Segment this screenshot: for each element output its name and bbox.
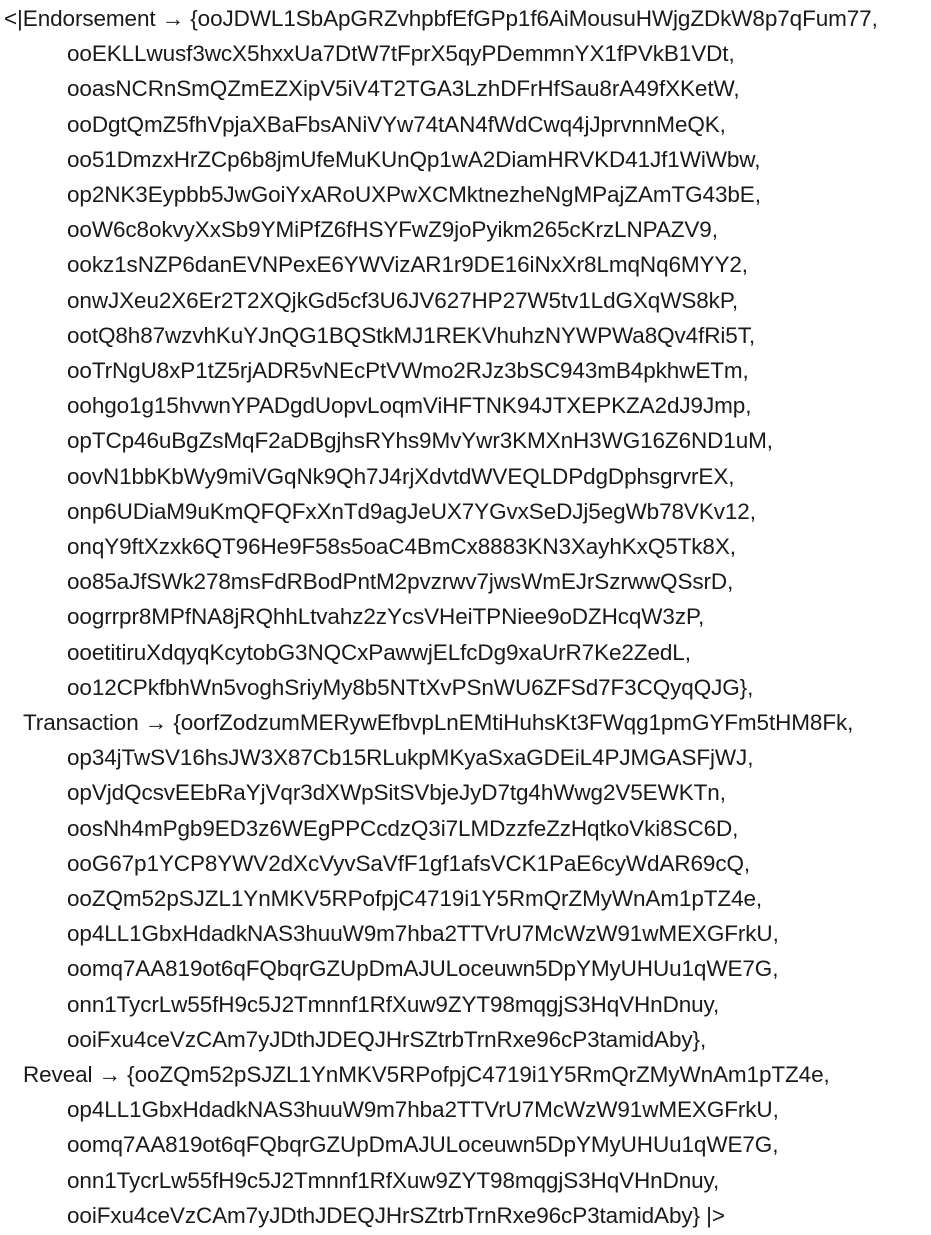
hash-value: onn1TycrLw55fH9c5J2Tmnnf1RfXuw9ZYT98mqgjS3HqVHnDnuy <box>67 991 714 1017</box>
code-line: onwJXeu2X6Er2T2XQjkGd5cf3U6JV627HP27W5tv1LdGXqWS8kP, <box>67 287 738 313</box>
code-line: onn1TycrLw55fH9c5J2Tmnnf1RfXuw9ZYT98mqgjS3HqVHnDnuy, <box>67 1167 720 1193</box>
hash-value: ookz1sNZP6danEVNPexE6YWVizAR1r9DE16iNxXr8LmqNq6MYY2 <box>67 252 742 278</box>
hash-value: oo85aJfSWk278msFdRBodPntM2pvzrwv7jwsWmEJrSzrwwQSsrD <box>67 569 728 595</box>
hash-value: ooG67p1YCP8YWV2dXcVyvSaVfF1gf1afsVCK1PaE6cyWdAR69cQ <box>67 850 744 876</box>
hash-value: ooiFxu4ceVzCAm7yJDthJDEQJHrSZtrbTrnRxe96cP3tamidAby <box>67 1026 693 1052</box>
code-line: oogrrpr8MPfNA8jRQhhLtvahz2zYcsVHeiTPNiee9oDZHcqW3zP, <box>67 604 705 630</box>
association-open-delimiter: <| <box>4 6 23 31</box>
code-line: <|Endorsement → {ooJDWL1SbApGRZvhpbfEfGPp1f6AiMousuHWjgZDkW8p7qFum77, <box>4 6 878 31</box>
hash-value: onp6UDiaM9uKmQFQFxXnTd9agJeUX7YGvxSeDJj5egWb78VKv12 <box>67 498 750 524</box>
hash-value: op2NK3Eypbb5JwGoiYxARoUXPwXCMktnezheNgMPajZAmTG43bE <box>67 182 755 207</box>
hash-value: oorfZodzumMERywEfbvpLnEMtiHuhsKt3FWqg1pmGYFm5tHM8Fk <box>180 710 848 735</box>
hash-value: oogrrpr8MPfNA8jRQhhLtvahz2zYcsVHeiTPNiee9oDZHcqW3zP <box>67 604 698 630</box>
code-line: ookz1sNZP6danEVNPexE6YWVizAR1r9DE16iNxXr8LmqNq6MYY2, <box>67 252 748 278</box>
hash-value: op4LL1GbxHdadkNAS3huuW9m7hba2TTVrU7McWzW91wMEXGFrkU <box>67 921 773 947</box>
hash-value: ooetitiruXdqyqKcytobG3NQCxPawwjELfcDg9xaUrR7Ke2ZedL <box>67 639 685 665</box>
code-line: oomq7AA819ot6qFQbqrGZUpDmAJULoceuwn5DpYMyUHUu1qWE7G, <box>67 1132 779 1158</box>
code-line: op4LL1GbxHdadkNAS3huuW9m7hba2TTVrU7McWzW91wMEXGFrkU, <box>67 921 779 947</box>
code-line: Reveal → {ooZQm52pSJZL1YnMKV5RPofpjC4719i1Y5RmQrZMyWnAm1pTZ4e, <box>23 1062 830 1087</box>
code-line: oosNh4mPgb9ED3z6WEgPPCcdzQ3i7LMDzzfeZzHqtkoVki8SC6D, <box>67 815 739 841</box>
code-line: ooetitiruXdqyqKcytobG3NQCxPawwjELfcDg9xaUrR7Ke2ZedL, <box>67 639 691 665</box>
code-line: ooZQm52pSJZL1YnMKV5RPofpjC4719i1Y5RmQrZMyWnAm1pTZ4e, <box>67 886 763 911</box>
hash-value: ooZQm52pSJZL1YnMKV5RPofpjC4719i1Y5RmQrZMyWnAm1pTZ4e <box>67 886 756 911</box>
code-line: opTCp46uBgZsMqF2aDBgjhsRYhs9MvYwr3KMXnH3WG16Z6ND1uM, <box>67 428 773 454</box>
code-line: oo51DmzxHrZCp6b8jmUfeMuKUnQp1wA2DiamHRVKD41Jf1WiWbw, <box>67 146 761 172</box>
code-line: op4LL1GbxHdadkNAS3huuW9m7hba2TTVrU7McWzW91wMEXGFrkU, <box>67 1097 779 1123</box>
rule-arrow: → <box>161 6 185 31</box>
code-line: ooasNCRnSmQZmEZXipV5iV4T2TGA3LzhDFrHfSau8rA49fXKetW, <box>67 76 740 102</box>
code-line: ooiFxu4ceVzCAm7yJDthJDEQJHrSZtrbTrnRxe96cP3tamidAby}, <box>67 1026 707 1052</box>
hash-value: onqY9ftXzxk6QT96He9F58s5oaC4BmCx8883KN3XayhKxQ5Tk8X <box>67 534 730 559</box>
code-line: oohgo1g15hvwnYPADgdUopvLoqmViHFTNK94JTXEPKZA2dJ9Jmp, <box>67 393 752 419</box>
code-line: onn1TycrLw55fH9c5J2Tmnnf1RfXuw9ZYT98mqgjS3HqVHnDnuy, <box>67 991 720 1017</box>
association-key: Endorsement <box>22 6 156 31</box>
code-line: oomq7AA819ot6qFQbqrGZUpDmAJULoceuwn5DpYMyUHUu1qWE7G, <box>67 956 779 982</box>
hash-value: oo51DmzxHrZCp6b8jmUfeMuKUnQp1wA2DiamHRVKD41Jf1WiWbw <box>67 146 755 172</box>
association-close-delimiter: |> <box>706 1202 725 1228</box>
code-line: opVjdQcsvEEbRaYjVqr3dXWpSitSVbjeJyD7tg4hWwg2V5EWKTn, <box>67 780 726 806</box>
code-line: ooEKLLwusf3wcX5hxxUa7DtW7tFprX5qyPDemmnYX1fPVkB1VDt, <box>67 41 735 67</box>
hash-value: ooEKLLwusf3wcX5hxxUa7DtW7tFprX5qyPDemmnYX1fPVkB1VDt <box>67 41 729 67</box>
hash-value: oomq7AA819ot6qFQbqrGZUpDmAJULoceuwn5DpYMyUHUu1qWE7G <box>67 956 773 982</box>
code-line: op34jTwSV16hsJW3X87Cb15RLukpMKyaSxaGDEiL4PJMGASFjWJ, <box>67 745 754 771</box>
hash-value: oo12CPkfbhWn5voghSriyMy8b5NTtXvPSnWU6ZFSd7F3CQyqQJG <box>67 674 740 700</box>
hash-value: onn1TycrLw55fH9c5J2Tmnnf1RfXuw9ZYT98mqgjS3HqVHnDnuy <box>67 1167 714 1193</box>
code-line: oo85aJfSWk278msFdRBodPntM2pvzrwv7jwsWmEJrSzrwwQSsrD, <box>67 569 734 595</box>
code-line: ooW6c8okvyXxSb9YMiPfZ6fHSYFwZ9joPyikm265cKrzLNPAZV9, <box>67 217 718 243</box>
code-line: ooiFxu4ceVzCAm7yJDthJDEQJHrSZtrbTrnRxe96cP3tamidAby} |> <box>67 1202 725 1228</box>
hash-value: opTCp46uBgZsMqF2aDBgjhsRYhs9MvYwr3KMXnH3WG16Z6ND1uM <box>67 428 767 454</box>
hash-value: oosNh4mPgb9ED3z6WEgPPCcdzQ3i7LMDzzfeZzHqtkoVki8SC6D <box>67 815 733 841</box>
code-line: ooG67p1YCP8YWV2dXcVyvSaVfF1gf1afsVCK1PaE6cyWdAR69cQ, <box>67 850 751 876</box>
code-line: ooTrNgU8xP1tZ5rjADR5vNEcPtVWmo2RJz3bSC943mB4pkhwETm, <box>67 358 749 383</box>
code-line: ootQ8h87wzvhKuYJnQG1BQStkMJ1REKVhuhzNYWPWa8Qv4fRi5T, <box>67 322 755 348</box>
hash-value: oohgo1g15hvwnYPADgdUopvLoqmViHFTNK94JTXEPKZA2dJ9Jmp <box>67 393 746 419</box>
hash-value: opVjdQcsvEEbRaYjVqr3dXWpSitSVbjeJyD7tg4hWwg2V5EWKTn <box>67 780 720 806</box>
hash-value: ooiFxu4ceVzCAm7yJDthJDEQJHrSZtrbTrnRxe96cP3tamidAby <box>67 1202 693 1228</box>
hash-value: onwJXeu2X6Er2T2XQjkGd5cf3U6JV627HP27W5tv1LdGXqWS8kP <box>67 287 732 313</box>
hash-value: op4LL1GbxHdadkNAS3huuW9m7hba2TTVrU7McWzW91wMEXGFrkU <box>67 1097 773 1123</box>
code-line: onqY9ftXzxk6QT96He9F58s5oaC4BmCx8883KN3XayhKxQ5Tk8X, <box>67 534 736 559</box>
association-key: Reveal <box>23 1062 93 1087</box>
hash-value: ooDgtQmZ5fhVpjaXBaFbsANiVYw74tAN4fWdCwq4jJprvnnMeQK <box>67 111 720 137</box>
code-line: Transaction → {oorfZodzumMERywEfbvpLnEMtiHuhsKt3FWqg1pmGYFm5tHM8Fk, <box>23 710 854 735</box>
hash-value: op34jTwSV16hsJW3X87Cb15RLukpMKyaSxaGDEiL4PJMGASFjWJ <box>67 745 748 771</box>
hash-value: ooasNCRnSmQZmEZXipV5iV4T2TGA3LzhDFrHfSau8rA49fXKetW <box>67 76 734 102</box>
code-line: ooDgtQmZ5fhVpjaXBaFbsANiVYw74tAN4fWdCwq4jJprvnnMeQK, <box>67 111 726 137</box>
hash-value: ootQ8h87wzvhKuYJnQG1BQStkMJ1REKVhuhzNYWPWa8Qv4fRi5T <box>67 322 749 348</box>
association-key: Transaction <box>23 710 139 735</box>
hash-value: oomq7AA819ot6qFQbqrGZUpDmAJULoceuwn5DpYMyUHUu1qWE7G <box>67 1132 773 1158</box>
code-line: op2NK3Eypbb5JwGoiYxARoUXPwXCMktnezheNgMPajZAmTG43bE, <box>67 182 761 207</box>
code-line: onp6UDiaM9uKmQFQFxXnTd9agJeUX7YGvxSeDJj5egWb78VKv12, <box>67 498 756 524</box>
hash-value: ooTrNgU8xP1tZ5rjADR5vNEcPtVWmo2RJz3bSC943mB4pkhwETm <box>67 358 743 383</box>
hash-value: oovN1bbKbWy9miVGqNk9Qh7J4rjXdvtdWVEQLDPdgDphsgrvrEX <box>67 463 729 489</box>
hash-value: ooJDWL1SbApGRZvhpbfEfGPp1f6AiMousuHWjgZDkW8p7qFum77 <box>197 6 872 31</box>
rule-arrow: → <box>98 1062 122 1087</box>
hash-value: ooW6c8okvyXxSb9YMiPfZ6fHSYFwZ9joPyikm265cKrzLNPAZV9 <box>67 217 712 243</box>
hash-value: ooZQm52pSJZL1YnMKV5RPofpjC4719i1Y5RmQrZMyWnAm1pTZ4e <box>134 1062 824 1087</box>
code-line: oovN1bbKbWy9miVGqNk9Qh7J4rjXdvtdWVEQLDPdgDphsgrvrEX, <box>67 463 735 489</box>
code-line: oo12CPkfbhWn5voghSriyMy8b5NTtXvPSnWU6ZFSd7F3CQyqQJG}, <box>67 674 754 700</box>
rule-arrow: → <box>144 710 168 735</box>
